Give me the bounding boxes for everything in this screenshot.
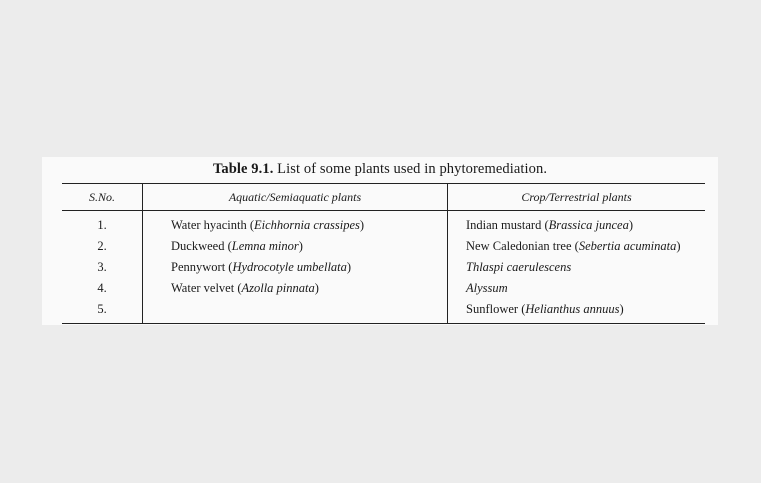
aquatic-scientific-name: Azolla pinnata [241, 281, 315, 295]
table-header-row [62, 184, 705, 211]
aquatic-scientific-name: Hydrocotyle umbellata [232, 260, 347, 274]
terrestrial-common-name: Sunflower ( [466, 302, 526, 316]
terrestrial-scientific-name: Brassica juncea [548, 218, 629, 232]
terrestrial-scientific-name: Alyssum [466, 281, 508, 295]
aquatic-close-paren: ) [298, 239, 303, 253]
cell-sno: 2. [62, 236, 143, 257]
phytoremediation-table [62, 183, 705, 324]
cell-terrestrial [448, 211, 706, 237]
terrestrial-common-name: Indian mustard ( [466, 218, 549, 232]
aquatic-common-name: Pennywort ( [171, 260, 233, 274]
cell-terrestrial [448, 278, 706, 299]
cell-terrestrial [448, 299, 706, 324]
scanned-page [42, 157, 718, 325]
table-row [62, 299, 705, 324]
cell-aquatic [143, 257, 448, 278]
terrestrial-scientific-name: Thlaspi caerulescens [466, 260, 572, 274]
cell-sno: 4. [62, 278, 143, 299]
terrestrial-common-name: New Caledonian tree ( [466, 239, 579, 253]
table-row [62, 257, 705, 278]
terrestrial-close-paren: ) [628, 218, 633, 232]
cell-aquatic [143, 211, 448, 237]
terrestrial-close-paren: ) [619, 302, 624, 316]
aquatic-common-name: Duckweed ( [171, 239, 232, 253]
header-terrestrial: Crop/Terrestrial plants [448, 184, 706, 211]
aquatic-common-name: Water velvet ( [171, 281, 242, 295]
terrestrial-close-paren: ) [676, 239, 681, 253]
table-caption [42, 161, 718, 178]
table-caption-label: Table 9.1. [212, 161, 274, 177]
aquatic-close-paren: ) [359, 218, 365, 232]
terrestrial-scientific-name: Sebertia acuminata [578, 239, 677, 253]
terrestrial-scientific-name: Helianthus annuus [525, 302, 620, 316]
cell-aquatic [143, 299, 448, 324]
cell-aquatic [143, 278, 448, 299]
header-sno: S.No. [62, 184, 143, 211]
table-caption-text: List of some plants used in phytoremediation. [277, 161, 548, 177]
cell-sno: 5. [62, 299, 143, 324]
cell-aquatic [143, 236, 448, 257]
table-row [62, 236, 705, 257]
aquatic-common-name: Water hyacinth ( [171, 218, 254, 232]
cell-sno: 3. [62, 257, 143, 278]
aquatic-scientific-name: Eichhornia crassipes [253, 218, 360, 232]
aquatic-close-paren: ) [346, 260, 352, 274]
table-row [62, 278, 705, 299]
aquatic-close-paren: ) [314, 281, 319, 295]
header-aquatic: Aquatic/Semiaquatic plants [143, 184, 448, 211]
cell-terrestrial [448, 257, 706, 278]
table-row [62, 211, 705, 237]
cell-sno: 1. [62, 211, 143, 237]
aquatic-scientific-name: Lemna minor [231, 239, 299, 253]
cell-terrestrial [448, 236, 706, 257]
